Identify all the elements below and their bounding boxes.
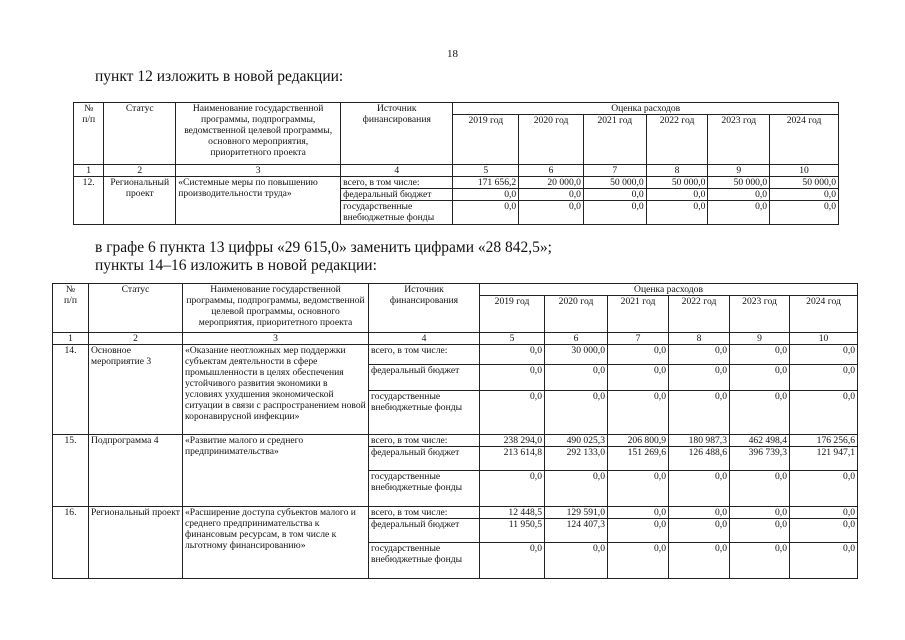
value-cell: 50 000,0 [770,177,839,189]
column-number: 5 [480,333,545,345]
header-year: 2022 год [669,296,730,333]
table-items-14-16 [52,283,858,579]
column-number: 10 [790,333,858,345]
value-cell: 0,0 [453,201,519,225]
value-cell: 0,0 [480,471,545,507]
heading-item-13: в графе 6 пункта 13 цифры «29 615,0» заменить цифрами «28 842,5»; [95,239,552,256]
value-cell: 206 800,9 [608,435,669,447]
value-cell: 0,0 [790,471,858,507]
value-cell: 50 000,0 [708,177,770,189]
value-cell: 126 488,6 [669,447,730,471]
source-label: государственные внебюджетные фонды [369,543,480,579]
value-cell: 0,0 [730,365,790,391]
row-number: 15. [53,435,89,507]
value-cell: 0,0 [708,189,770,201]
header-estimate: Оценка расходов [453,103,839,115]
value-cell: 0,0 [669,471,730,507]
column-number: 2 [104,165,176,177]
table-row [53,507,858,519]
row-status: Основное мероприятие 3 [89,345,183,435]
value-cell: 0,0 [730,345,790,365]
value-cell: 20 000,0 [519,177,584,189]
value-cell: 0,0 [730,519,790,543]
value-cell: 50 000,0 [583,177,646,189]
value-cell: 0,0 [669,345,730,365]
header-name: Наименование государственной программы, подпрограммы, ведомственной целевой программы, основного мероприятия, приоритетного проекта [183,284,369,333]
source-label: федеральный бюджет [369,447,480,471]
header-estimate: Оценка расходов [480,284,858,296]
column-number: 5 [453,165,519,177]
value-cell: 0,0 [480,365,545,391]
value-cell: 0,0 [770,189,839,201]
value-cell: 0,0 [790,519,858,543]
header-year: 2021 год [608,296,669,333]
value-cell: 0,0 [545,471,608,507]
row-name: «Оказание неотложных мер поддержки субъектам деятельности в сфере промышленности в целях обеспечения устойчивого развития экономики в условиях ухудшения экономической ситуации в связи с распространением новой коронавирусной инфекции» [183,345,369,435]
header-year: 2019 год [480,296,545,333]
value-cell: 0,0 [608,365,669,391]
value-cell: 0,0 [480,543,545,579]
column-number: 7 [608,333,669,345]
value-cell: 0,0 [646,189,708,201]
value-cell: 0,0 [646,201,708,225]
header-source: Источник финансирования [369,284,480,333]
value-cell: 0,0 [790,365,858,391]
column-number: 6 [519,165,584,177]
value-cell: 0,0 [790,543,858,579]
column-number: 8 [669,333,730,345]
column-number: 6 [545,333,608,345]
row-number: 16. [53,507,89,579]
value-cell: 180 987,3 [669,435,730,447]
value-cell: 0,0 [730,507,790,519]
table-row [74,177,839,189]
row-status: Подпрограмма 4 [89,435,183,507]
value-cell: 490 025,3 [545,435,608,447]
value-cell: 0,0 [608,519,669,543]
value-cell: 238 294,0 [480,435,545,447]
column-number: 9 [730,333,790,345]
table-row [53,435,858,447]
source-label: всего, в том числе: [341,177,453,189]
header-name: Наименование государственной программы, подпрограммы, ведомственной целевой программы, основного мероприятия, приоритетного проекта [176,103,341,165]
value-cell: 30 000,0 [545,345,608,365]
value-cell: 0,0 [453,189,519,201]
header-year: 2023 год [708,115,770,165]
column-number: 1 [53,333,89,345]
header-year: 2021 год [583,115,646,165]
value-cell: 0,0 [730,471,790,507]
header-year: 2023 год [730,296,790,333]
value-cell: 0,0 [608,507,669,519]
heading-items-14-16: пункты 14–16 изложить в новой редакции: [95,257,377,274]
header-num: № п/п [53,284,89,333]
column-number: 4 [341,165,453,177]
header-year: 2024 год [770,115,839,165]
column-number: 10 [770,165,839,177]
row-name: «Развитие малого и среднего предпринимательства» [183,435,369,507]
header-year: 2019 год [453,115,519,165]
value-cell: 0,0 [608,543,669,579]
value-cell: 121 947,1 [790,447,858,471]
value-cell: 129 591,0 [545,507,608,519]
row-status: Региональный проект [89,507,183,579]
value-cell: 292 133,0 [545,447,608,471]
value-cell: 396 739,3 [730,447,790,471]
header-year: 2024 год [790,296,858,333]
value-cell: 462 498,4 [730,435,790,447]
row-status: Региональный проект [104,177,176,225]
page-number: 18 [447,48,458,60]
value-cell: 0,0 [545,391,608,435]
heading-item-12: пункт 12 изложить в новой редакции: [95,68,344,85]
value-cell: 0,0 [669,365,730,391]
column-number: 7 [583,165,646,177]
header-status: Статус [104,103,176,165]
value-cell: 0,0 [480,345,545,365]
value-cell: 0,0 [790,345,858,365]
value-cell: 0,0 [519,189,584,201]
table-item-12 [73,102,839,225]
value-cell: 171 656,2 [453,177,519,189]
header-num: № п/п [74,103,104,165]
value-cell: 0,0 [770,201,839,225]
value-cell: 0,0 [583,201,646,225]
value-cell: 0,0 [730,543,790,579]
value-cell: 0,0 [608,391,669,435]
row-number: 12. [74,177,104,225]
header-status: Статус [89,284,183,333]
value-cell: 0,0 [608,345,669,365]
source-label: государственные внебюджетные фонды [369,391,480,435]
value-cell: 0,0 [480,391,545,435]
value-cell: 151 269,6 [608,447,669,471]
header-year: 2020 год [545,296,608,333]
source-label: всего, в том числе: [369,435,480,447]
column-number: 9 [708,165,770,177]
source-label: государственные внебюджетные фонды [369,471,480,507]
value-cell: 213 614,8 [480,447,545,471]
source-label: всего, в том числе: [369,507,480,519]
value-cell: 0,0 [730,391,790,435]
source-label: федеральный бюджет [341,189,453,201]
value-cell: 124 407,3 [545,519,608,543]
header-source: Источник финансирования [341,103,453,165]
value-cell: 0,0 [669,543,730,579]
value-cell: 0,0 [708,201,770,225]
source-label: государственные внебюджетные фонды [341,201,453,225]
value-cell: 11 950,5 [480,519,545,543]
value-cell: 0,0 [545,365,608,391]
value-cell: 0,0 [519,201,584,225]
value-cell: 0,0 [545,543,608,579]
source-label: всего, в том числе: [369,345,480,365]
row-name: «Расширение доступа субъектов малого и среднего предпринимательства к финансовым ресурсам, в том числе к льготному финансированию» [183,507,369,579]
value-cell: 0,0 [669,519,730,543]
column-number: 3 [183,333,369,345]
value-cell: 0,0 [608,471,669,507]
value-cell: 0,0 [790,507,858,519]
value-cell: 0,0 [669,391,730,435]
header-year: 2020 год [519,115,584,165]
header-year: 2022 год [646,115,708,165]
value-cell: 12 448,5 [480,507,545,519]
row-number: 14. [53,345,89,435]
column-number: 8 [646,165,708,177]
value-cell: 0,0 [669,507,730,519]
source-label: федеральный бюджет [369,365,480,391]
source-label: федеральный бюджет [369,519,480,543]
table-row [53,345,858,365]
value-cell: 50 000,0 [646,177,708,189]
value-cell: 0,0 [790,391,858,435]
value-cell: 176 256,6 [790,435,858,447]
column-number: 2 [89,333,183,345]
column-number: 4 [369,333,480,345]
column-number: 1 [74,165,104,177]
value-cell: 0,0 [583,189,646,201]
column-number: 3 [176,165,341,177]
row-name: «Системные меры по повышению производительности труда» [176,177,341,225]
